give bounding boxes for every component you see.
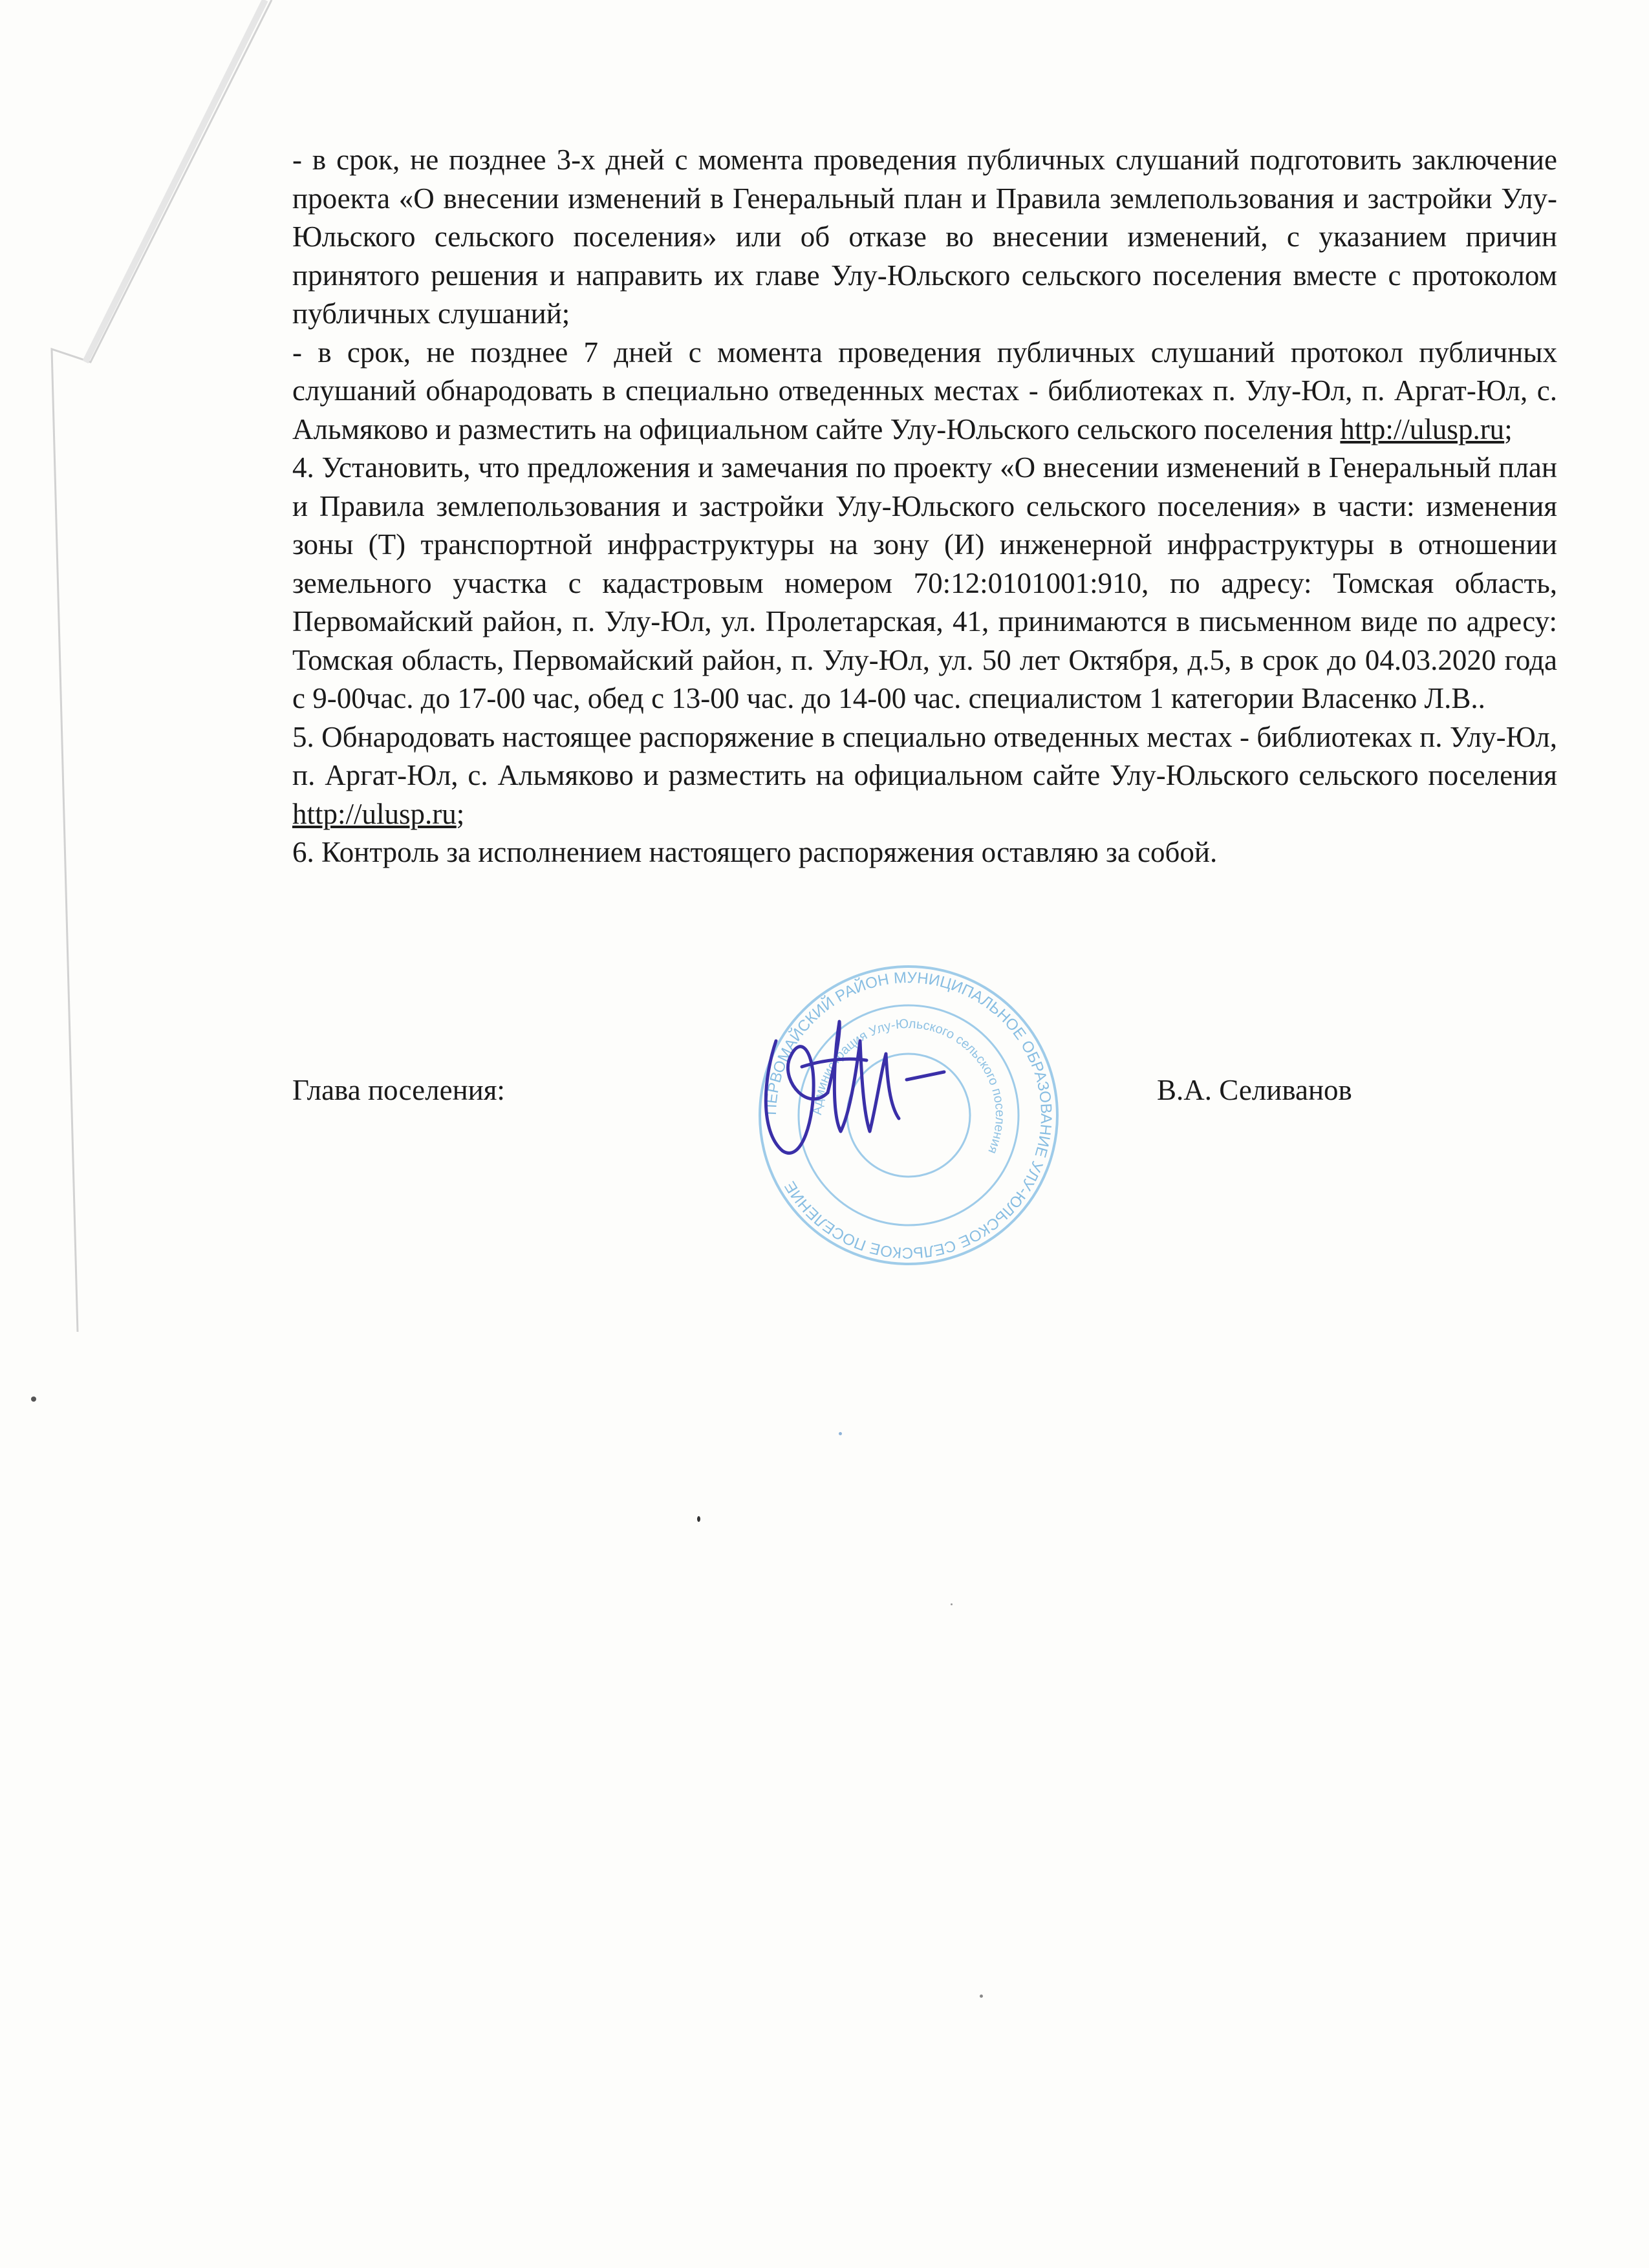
paragraph-text: ;	[1504, 412, 1513, 445]
paragraph-text: 4. Установить, что предложения и замечания по проекту «О внесении изменений в Генеральный план и Правила землепользования и застройки Улу-Юльского сельского поселения» в части: изменения зоны (Т) транспортной инфраструктуры на зону (И) инженерной инфраструктуры в отношении земельного участка с кадастровым номером 70:12:0101001:910, по адресу: Томская область, Первомайский район, п. Улу-Юл, ул. Пролетарская, 41, принимаются в письменном виде по адресу: Томская область, Первомайский район, п. Улу-Юл, ул. 50 лет Октября, д.5, в срок до 04.03.2020 года с 9-00час. до 17-00 час, обед с 13-00 час. до 14-00 час. специалистом 1 категории Власенко Л.В..	[292, 451, 1557, 714]
seal-inner-text: Администрация Улу-Юльского сельского поселения	[810, 1016, 1008, 1156]
website-link[interactable]: http://ulusp.ru	[292, 797, 457, 830]
website-link[interactable]: http://ulusp.ru	[1340, 412, 1505, 445]
body-paragraph	[292, 718, 1557, 834]
signature-title: Глава поселения:	[292, 1074, 505, 1106]
scan-speck	[951, 1603, 953, 1605]
svg-text:ПЕРВОМАЙСКИЙ РАЙОН МУНИЦИПАЛЬН	[762, 969, 1055, 1261]
body-paragraph	[292, 449, 1557, 718]
scan-speck	[697, 1516, 700, 1522]
paragraph-text: 5. Обнародовать настоящее распоряжение в специально отведенных местах - библиотеках п. Улу-Юл, п. Аргат-Юл, с. Альмяково и разместить на официальном сайте Улу-Юльского сельского поселения	[292, 720, 1557, 791]
seal-outer-text: ПЕРВОМАЙСКИЙ РАЙОН МУНИЦИПАЛЬНОЕ ОБРАЗОВАНИЕ УЛУ-ЮЛЬСКОЕ СЕЛЬСКОЕ ПОСЕЛЕНИЕ	[762, 968, 1055, 1262]
paragraph-text: ;	[456, 797, 465, 830]
paragraph-text: - в срок, не позднее 7 дней с момента проведения публичных слушаний протокол публичных слушаний обнародовать в специально отведенных местах - библиотеках п. Улу-Юл, п. Аргат-Юл, с. Альмяково и разместить на официальном сайте Улу-Юльского сельского поселения	[292, 336, 1557, 445]
body-paragraph	[292, 141, 1557, 334]
paragraph-text: - в срок, не позднее 3-х дней с момента проведения публичных слушаний подготовить заключение проекта «О внесении изменений в Генеральный план и Правила землепользования и застройки Улу-Юльского сельского поселения» или об отказе во внесении изменений, с указанием причин принятого решения и направить их главе Улу-Юльского сельского поселения вместе с протоколом публичных слушаний;	[292, 144, 1557, 330]
document-body	[292, 141, 1557, 872]
body-paragraph	[292, 833, 1557, 872]
scan-speck	[839, 1432, 842, 1435]
official-seal	[737, 963, 1073, 1267]
signatory-name: В.А. Селиванов	[1157, 1074, 1352, 1106]
scan-speck	[980, 1995, 983, 1998]
body-paragraph	[292, 334, 1557, 449]
scan-speck	[31, 1396, 36, 1402]
paragraph-text: 6. Контроль за исполнением настоящего распоряжения оставляю за собой.	[292, 836, 1218, 868]
